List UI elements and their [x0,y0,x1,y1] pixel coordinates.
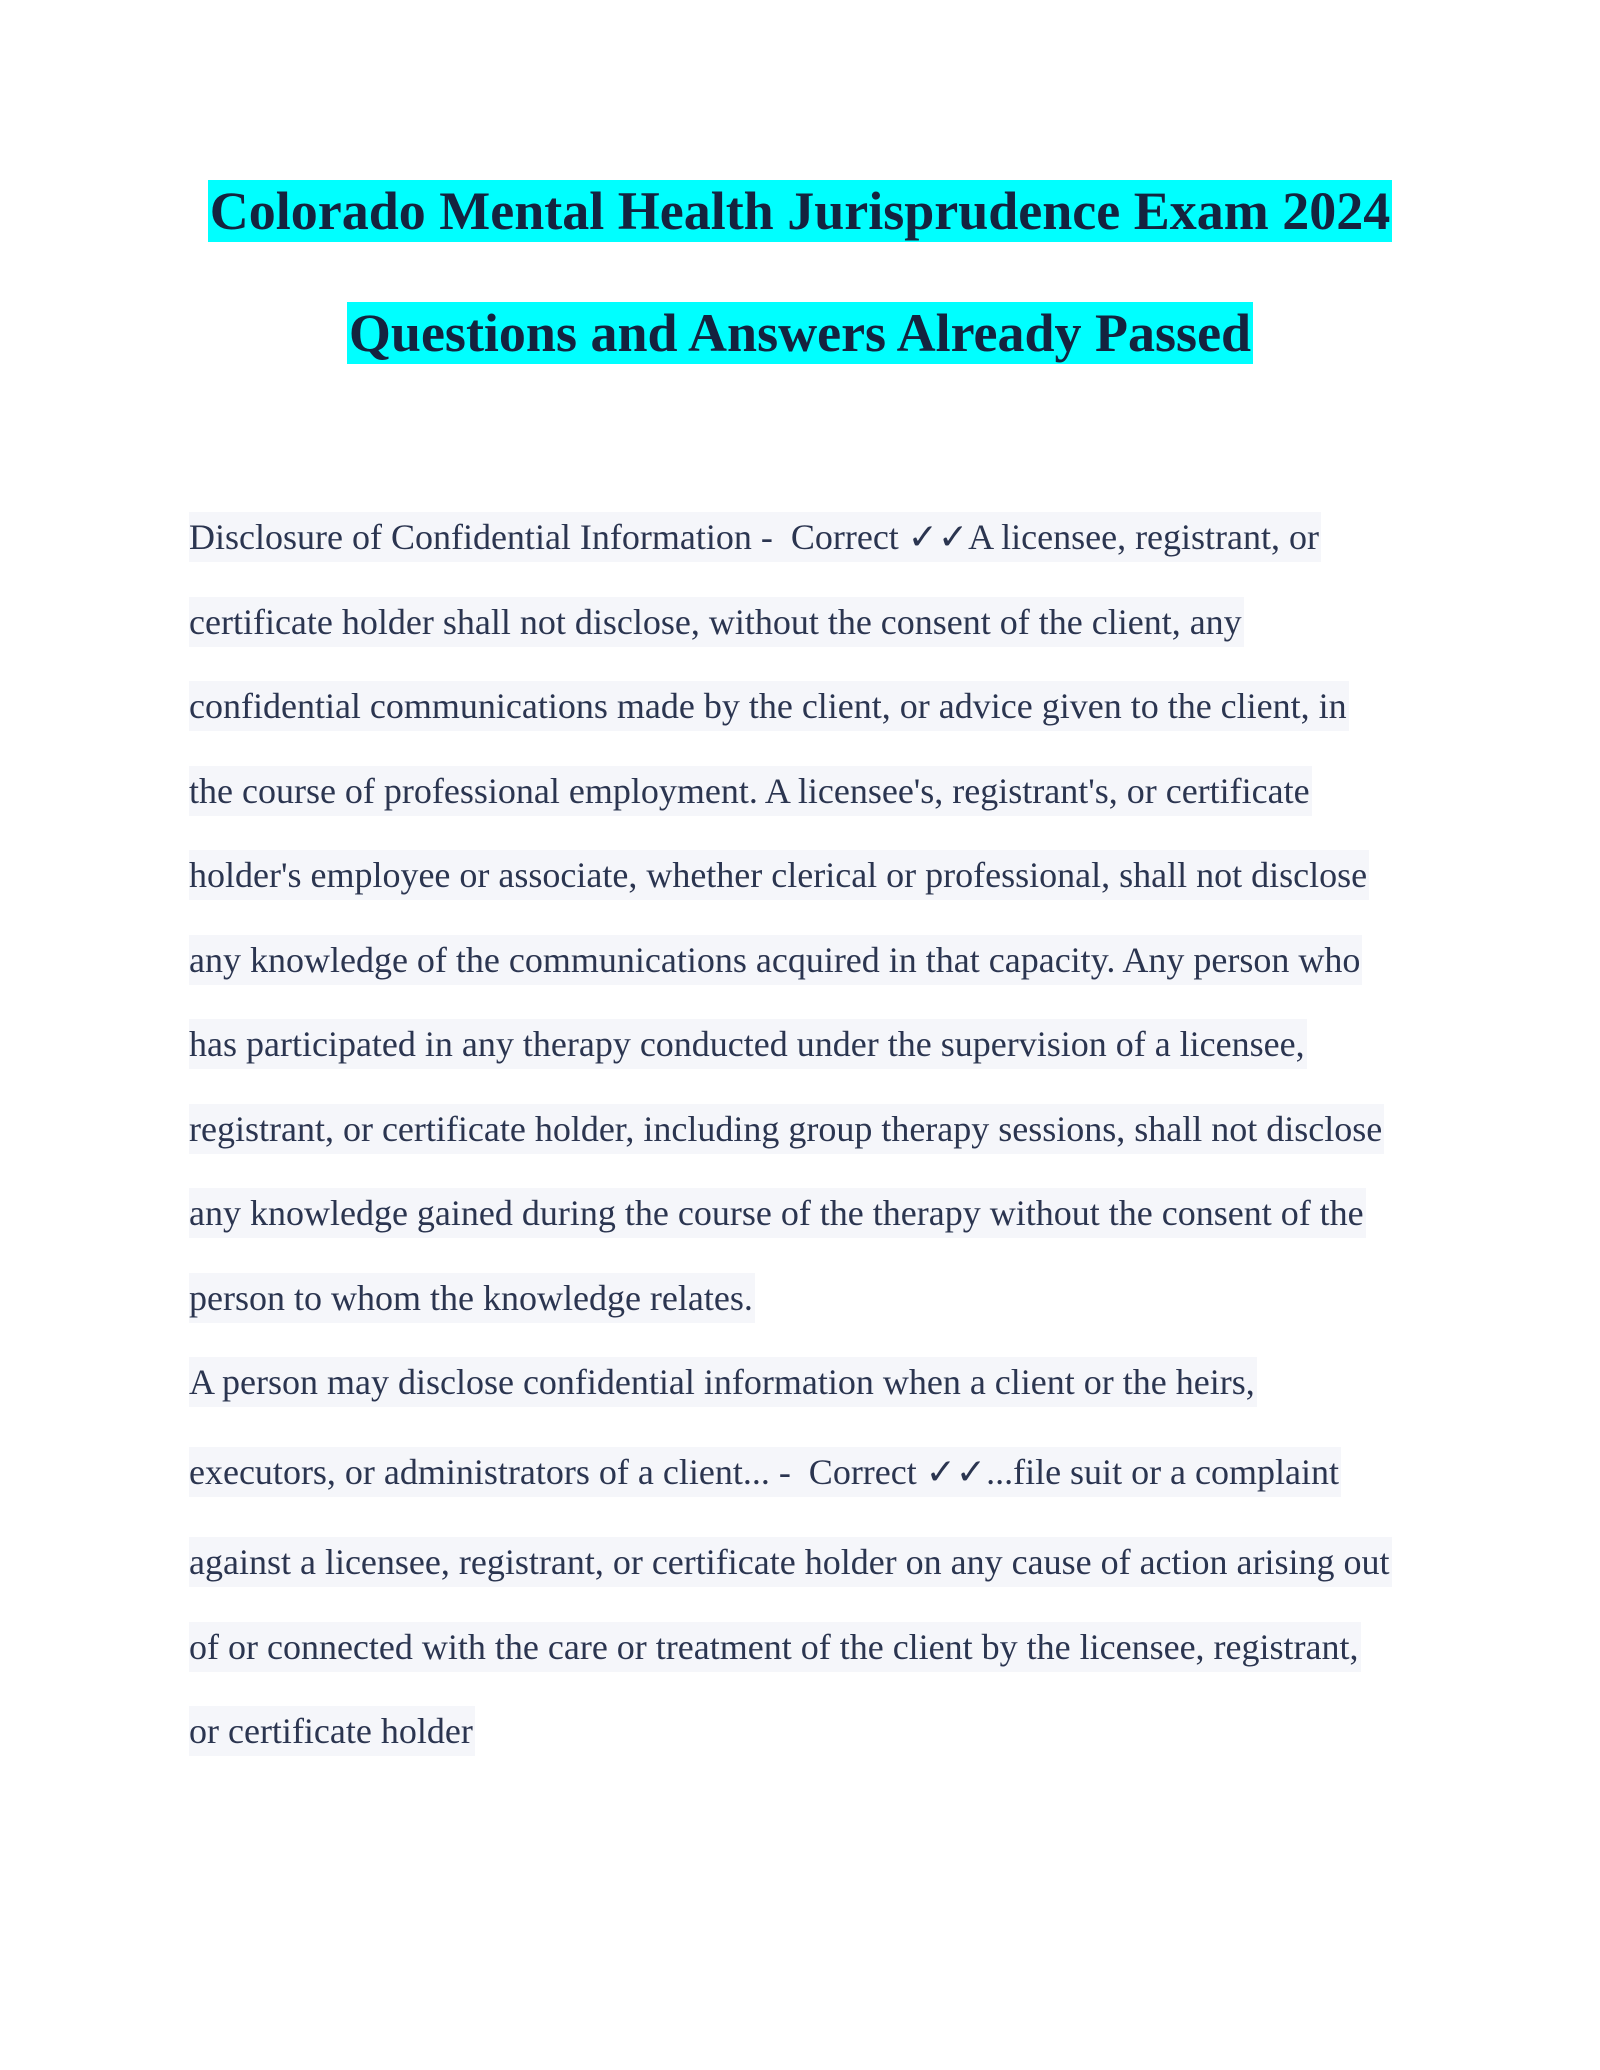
body-line [189,1706,1429,1791]
body-line [189,512,1429,597]
body-line-text: A person may disclose confidential information when a client or the heirs, [189,1357,1257,1407]
document-title [0,180,1600,364]
body-line [189,1104,1429,1189]
body-line [189,1537,1429,1622]
body-line-text: any knowledge gained during the course of the therapy without the consent of the [189,1188,1366,1238]
title-line-2: Questions and Answers Already Passed [348,303,1252,363]
body-line [189,1188,1429,1273]
body-line [189,1357,1429,1447]
body-line-text: holder's employee or associate, whether clerical or professional, shall not disclose [189,850,1369,900]
body-line [189,1622,1429,1707]
body-line-text: confidential communications made by the client, or advice given to the client, in [189,681,1349,731]
body-line-text: the course of professional employment. A licensee's, registrant's, or certificate [189,766,1312,816]
body-line-text: registrant, or certificate holder, including group therapy sessions, shall not disclose [189,1104,1384,1154]
body-line [189,766,1429,851]
body-line-text: person to whom the knowledge relates. [189,1273,755,1323]
body-line [189,1273,1429,1358]
body-line-text: any knowledge of the communications acquired in that capacity. Any person who [189,935,1362,985]
body-line [189,1447,1429,1537]
body-line-text: against a licensee, registrant, or certificate holder on any cause of action arising out [189,1537,1392,1587]
body-line [189,935,1429,1020]
title-line-1: Colorado Mental Health Jurisprudence Exam 2024 [209,181,1391,241]
body-line [189,597,1429,682]
body-line-text: of or connected with the care or treatment of the client by the licensee, registrant, [189,1622,1361,1672]
document-body [189,512,1429,1791]
body-line-text: has participated in any therapy conducted under the supervision of a licensee, [189,1019,1307,1069]
body-line-text: Disclosure of Confidential Information - Correct ✓✓A licensee, registrant, or [189,512,1321,562]
body-line [189,681,1429,766]
body-line [189,1019,1429,1104]
body-line [189,850,1429,935]
body-line-text: certificate holder shall not disclose, without the consent of the client, any [189,597,1244,647]
body-line-text: or certificate holder [189,1706,475,1756]
body-line-text: executors, or administrators of a client... - Correct ✓✓...file suit or a complaint [189,1447,1341,1497]
